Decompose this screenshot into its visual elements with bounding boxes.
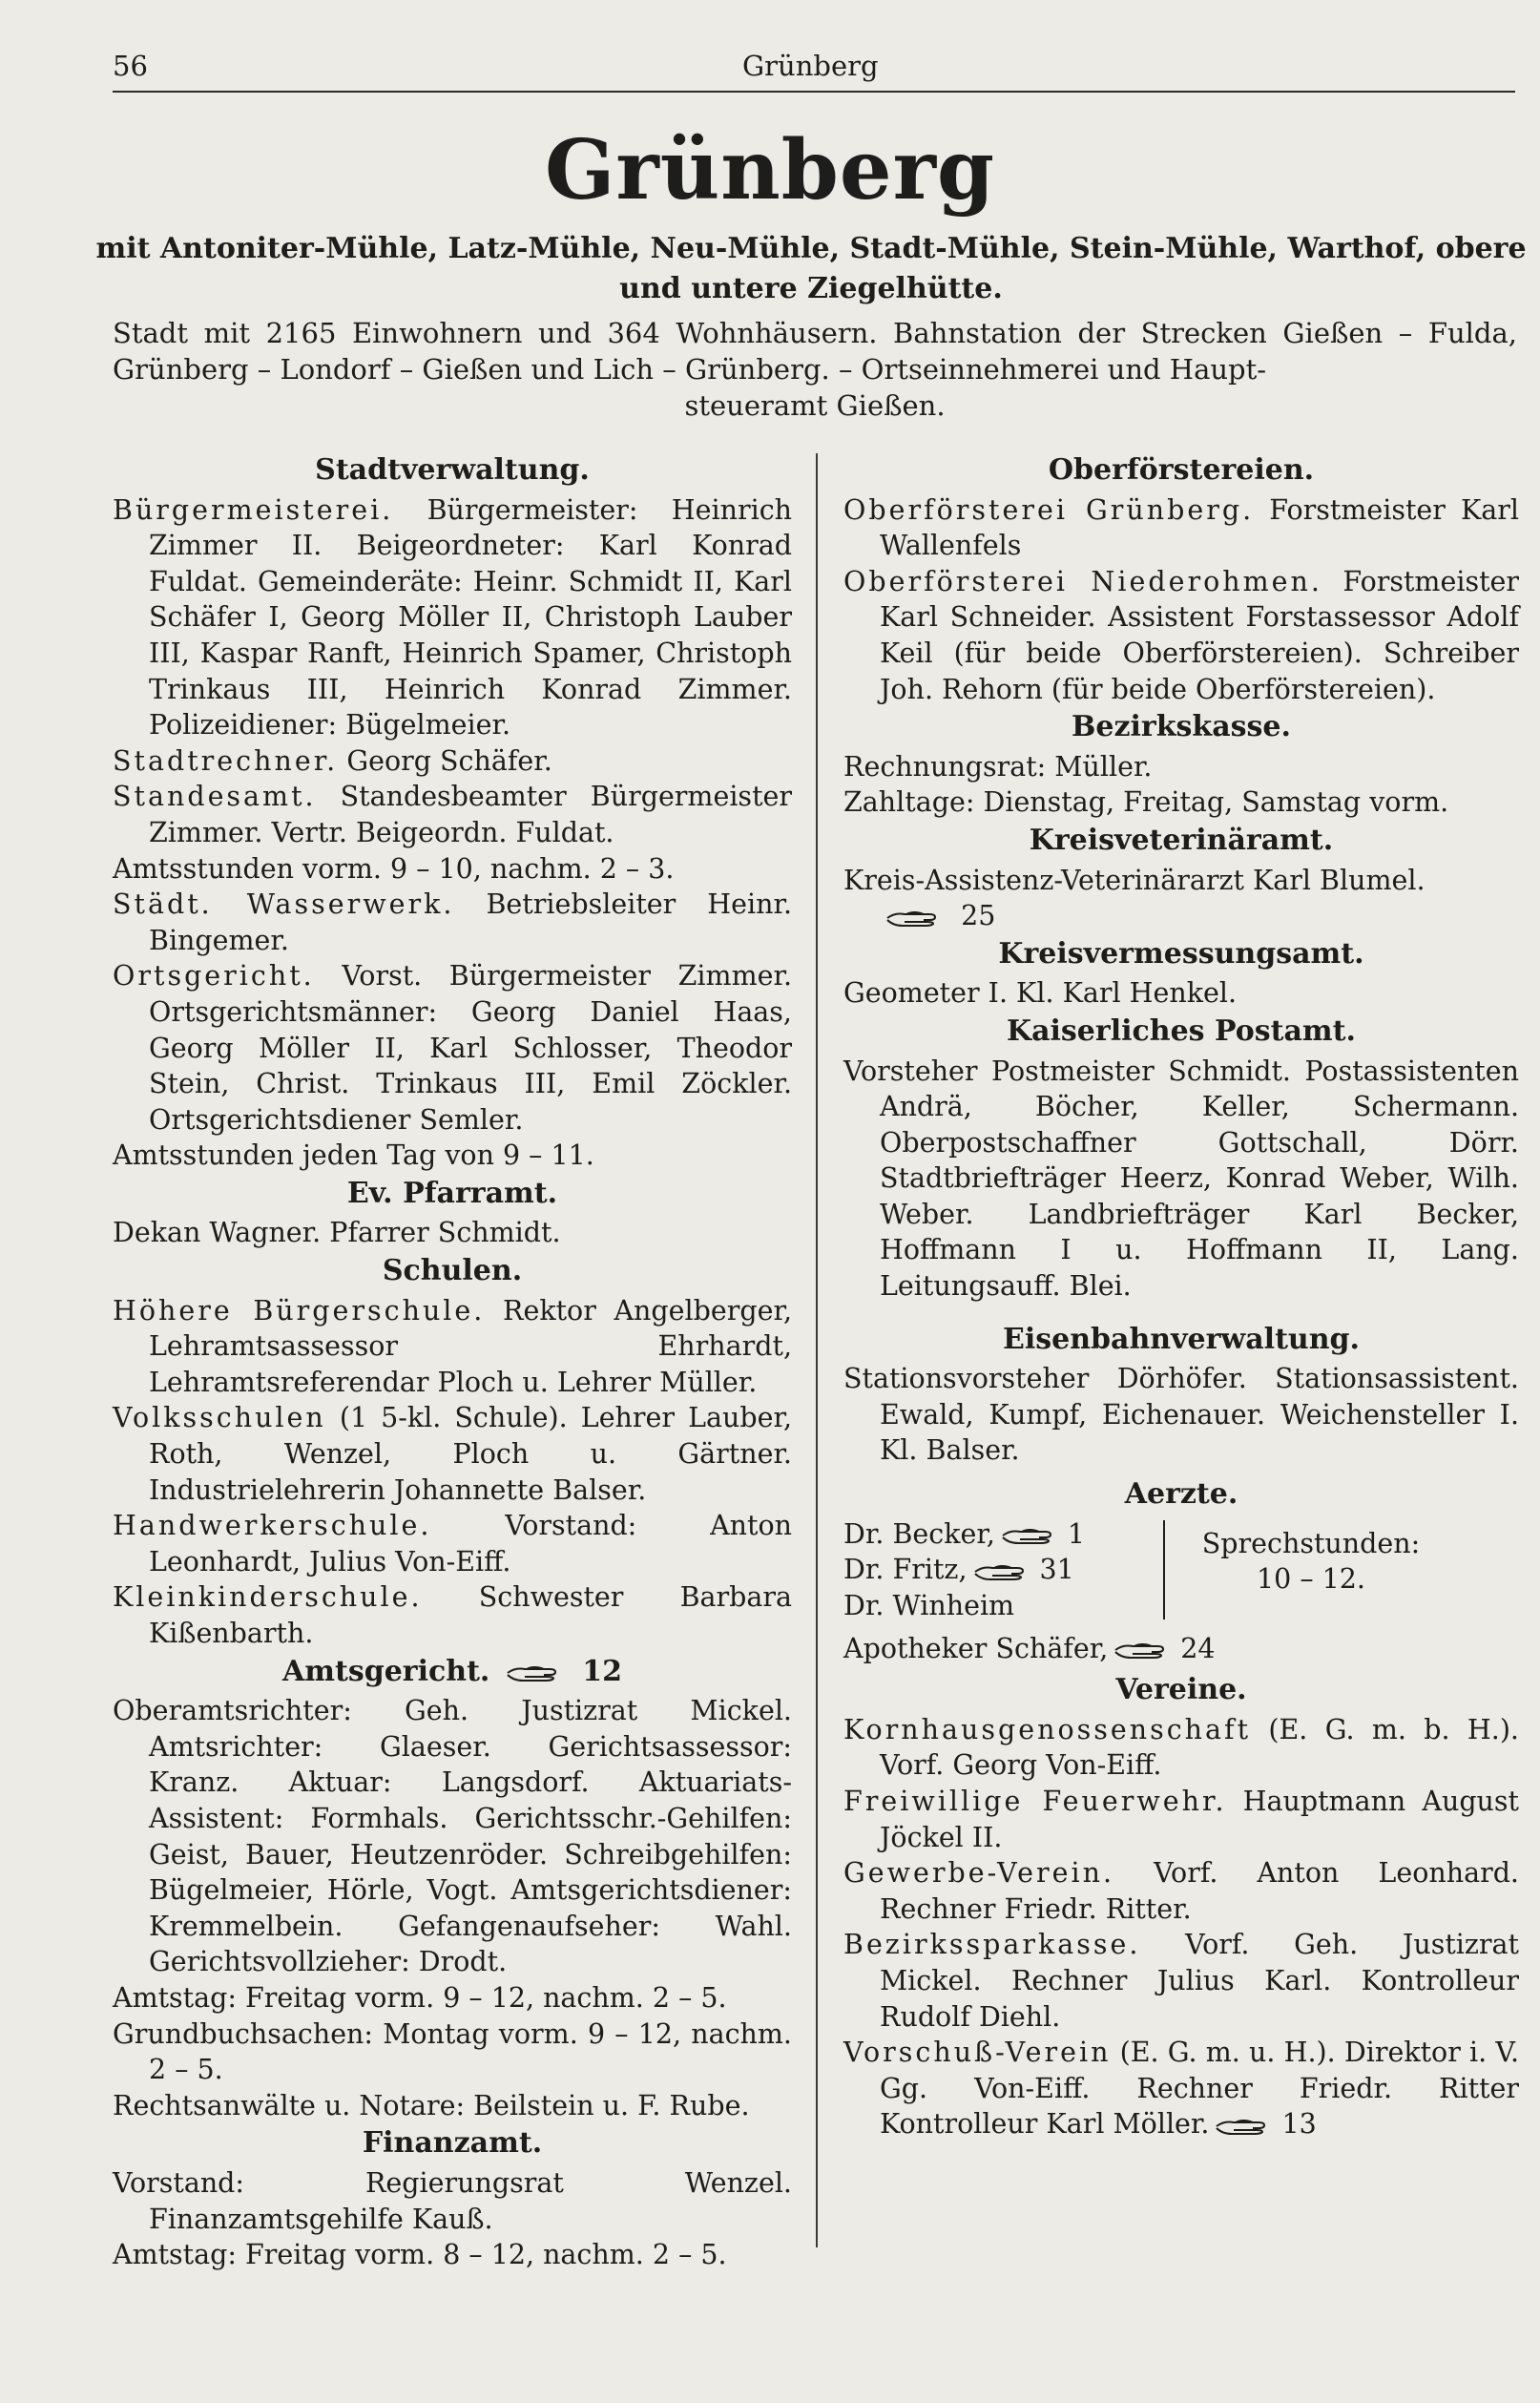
entry-kreisveterinaer: Kreis-Assistenz-Veterinärarzt Karl Blumel. 25	[843, 864, 1426, 932]
section-heading-schulen: Schulen.	[382, 1254, 523, 1288]
section-heading-kreisvermessungsamt: Kreisvermessungsamt.	[998, 936, 1364, 971]
section-heading-amtsgericht: Amtsgericht. 12	[281, 1654, 623, 1688]
entry-finanzamt-amtstag: Amtstag: Freitag vorm. 8 – 12, nachm. 2 – 5.	[113, 2239, 727, 2271]
brace	[1163, 1520, 1178, 1619]
section-heading-eisenbahn: Eisenbahnverwaltung.	[1003, 1322, 1360, 1356]
entry-amtsstunden: Amtsstunden vorm. 9 – 10, nachm. 2 – 3.	[113, 852, 675, 885]
entry-finanzamt-vorstand: Vorstand: Regierungsrat Wenzel. Finanzamtsgehilfe Kauß.	[113, 2166, 792, 2235]
aerzte-block	[843, 1516, 1519, 1631]
entry-postamt: Vorsteher Postmeister Schmidt. Postassistenten Andrä, Böcher, Keller, Schermann. Oberpostschaffner Gottschall, Dörr. Stadtbriefträger Heerz, Konrad Weber, Wilh. Weber. Landbriefträger Karl Becker, Hoffmann I u. Hoffmann II, Lang. Leitungsauff. Blei.	[843, 1055, 1519, 1303]
right-column	[843, 450, 1519, 2142]
entry-amtsgericht-amtstag: Amtstag: Freitag vorm. 9 – 12, nachm. 2 – 5.	[113, 1981, 727, 2014]
intro-last-line: steueramt Gießen.	[684, 389, 946, 422]
left-column	[113, 450, 792, 2273]
entry-stadtrechner: Stadtrechner. Georg Schäfer.	[113, 744, 552, 777]
entry-gewerbeverein: Gewerbe-Verein. Vorf. Anton Leonhard. Rechner Friedr. Ritter.	[843, 1857, 1519, 1925]
entry-grundbuchsachen: Grundbuchsachen: Montag vorm. 9 – 12, nachm. 2 – 5.	[113, 2017, 792, 2086]
page-title: Grünberg	[544, 122, 996, 219]
entry-bezirkssparkasse: Bezirkssparkasse. Vorf. Geh. Justizrat Mickel. Rechner Julius Karl. Kontrolleur Rudolf Diehl.	[843, 1929, 1519, 2033]
section-heading-postamt: Kaiserliches Postamt.	[1007, 1013, 1356, 1048]
entry-of-gruenberg: Oberförsterei Grünberg. Forstmeister Karl Wallenfels	[843, 493, 1520, 562]
running-title: Grünberg	[742, 50, 879, 82]
intro-text: Stadt mit 2165 Einwohnern und 364 Wohnhäusern. Bahnstation der Strecken Gießen – Fulda, Grünberg – Londorf – Gießen und Lich – Grünberg. – Ortseinnehmerei und Haupt-	[113, 317, 1517, 386]
section-heading-aerzte: Aerzte.	[1124, 1477, 1238, 1512]
entry-vorschussverein: Vorschuß-Verein (E. G. m. u. H.). Direktor i. V. Gg. Von-Eiff. Rechner Friedr. Ritter Kontrolleur Karl Möller. 13	[843, 2037, 1520, 2141]
entry-buergermeisterei: Bürgermeisterei. Bürgermeister: Heinrich Zimmer II. Beigeordneter: Karl Konrad Fuldat. Gemeinderäte: Heinr. Schmidt II, Karl Schäfer I, Georg Möller II, Christoph Lauber III, Kaspar Ranft, Heinrich Spamer, Christoph Trinkaus III, Heinrich Konrad Zimmer. Polizeidiener: Bügelmeier.	[113, 493, 793, 742]
entry-zahltage: Zahltage: Dienstag, Freitag, Samstag vorm.	[843, 786, 1449, 819]
section-heading-oberfoerstereien: Oberförstereien.	[1048, 453, 1315, 487]
telephone-hand-icon	[973, 1562, 1034, 1581]
running-head	[113, 50, 1502, 94]
intro-paragraph	[113, 315, 1517, 424]
amtsgericht-phone: 12	[582, 1654, 623, 1688]
telephone-hand-icon	[506, 1663, 567, 1682]
column-divider	[816, 453, 818, 2247]
entry-of-niederohmen: Oberförsterei Niederohmen. Forstmeister Karl Schneider. Assistent Forstassessor Adolf Keil (für beide Oberförstereien). Schreiber Joh. Rehorn (für beide Oberförstereien).	[843, 565, 1520, 705]
page-number: 56	[113, 50, 148, 82]
entry-rechnungsrat: Rechnungsrat: Müller.	[843, 750, 1153, 783]
section-heading-bezirkskasse: Bezirkskasse.	[1072, 710, 1291, 744]
section-heading-vereine: Vereine.	[1115, 1673, 1247, 1707]
entry-ortsgericht-stunden: Amtsstunden jeden Tag von 9 – 11.	[113, 1139, 594, 1172]
doctor-entry: Dr. Fritz, 31	[843, 1554, 1074, 1586]
header-rule	[113, 91, 1515, 93]
section-heading-pfarramt: Ev. Pfarramt.	[346, 1176, 558, 1210]
entry-amtsgericht-staff: Oberamtsrichter: Geh. Justizrat Mickel. Amtsrichter: Glaeser. Gerichtsassessor: Kranz. Aktuar: Langsdorf. Aktuariats-Assistent: Formhals. Gerichtsschr.-Gehilfen: Geist, Bauer, Heutzenröder. Schreibgehilfen: Bügelmeier, Hörle, Vogt. Amtsgerichtsdiener: Kremmelbein. Gefangenaufseher: Wahl. Gerichtsvollzieher: Drodt.	[113, 1695, 792, 1978]
entry-apotheker: Apotheker Schäfer, 24	[843, 1632, 1216, 1664]
entry-hoehere-buergerschule: Höhere Bürgerschule. Rektor Angelberger, Lehramtsassessor Ehrhardt, Lehramtsreferendar Ploch u. Lehrer Müller.	[113, 1294, 793, 1398]
entry-geometer: Geometer I. Kl. Karl Henkel.	[843, 977, 1238, 1010]
entry-rechtsanwaelte: Rechtsanwälte u. Notare: Beilstein u. F. Rube.	[113, 2089, 750, 2121]
entry-feuerwehr: Freiwillige Feuerwehr. Hauptmann August Jöckel II.	[843, 1786, 1519, 1853]
entry-volksschulen: Volksschulen (1 5-kl. Schule). Lehrer Lauber, Roth, Wenzel, Ploch u. Gärtner. Industrielehrerin Johannette Balser.	[113, 1402, 792, 1506]
entry-handwerkerschule: Handwerkerschule. Vorstand: Anton Leonhardt, Julius Von-Eiff.	[113, 1510, 793, 1578]
telephone-hand-icon	[1001, 1526, 1062, 1545]
doctor-entry: Dr. Winheim	[843, 1589, 1015, 1621]
subtitle: mit Antoniter-Mühle, Latz-Mühle, Neu-Mühle, Stadt-Mühle, Stein-Mühle, Warthof, obere und untere Ziegelhütte.	[95, 232, 1527, 305]
doctor-list	[843, 1516, 1158, 1624]
telephone-hand-icon	[885, 909, 947, 928]
entry-pfarramt: Dekan Wagner. Pfarrer Schmidt.	[113, 1217, 561, 1249]
telephone-hand-icon	[1215, 2117, 1276, 2136]
entry-ortsgericht: Ortsgericht. Vorst. Bürgermeister Zimmer. Ortsgerichtsmänner: Georg Daniel Haas, Georg Möller II, Karl Schlosser, Theodor Stein, Christ. Trinkaus III, Emil Zöckler. Ortsgerichtsdiener Semler.	[113, 960, 793, 1136]
entry-eisenbahn: Stationsvorsteher Dörhöfer. Stationsassistent. Ewald, Kumpf, Eichenauer. Weichensteller I. Kl. Balser.	[843, 1363, 1519, 1467]
veterinaer-phone: 25	[961, 900, 996, 932]
sprechstunden: Sprechstunden: 10 – 12.	[1201, 1527, 1421, 1596]
entry-wasserwerk: Städt. Wasserwerk. Betriebsleiter Heinr. Bingemer.	[113, 888, 792, 956]
telephone-hand-icon	[1113, 1640, 1175, 1660]
section-heading-finanzamt: Finanzamt.	[362, 2126, 543, 2161]
entry-kleinkinderschule: Kleinkinderschule. Schwester Barbara Kißenbarth.	[113, 1581, 793, 1649]
entry-kornhaus: Kornhausgenossenschaft (E. G. m. b. H.). Vorf. Georg Von-Eiff.	[843, 1713, 1519, 1782]
entry-standesamt: Standesamt. Standesbeamter Bürgermeister Zimmer. Vertr. Beigeordn. Fuldat.	[113, 781, 793, 848]
section-heading-kreisveterinaeramt: Kreisveterinäramt.	[1029, 823, 1334, 857]
section-heading-stadtverwaltung: Stadtverwaltung.	[315, 453, 590, 487]
doctor-entry: Dr. Becker, 1	[843, 1517, 1086, 1550]
